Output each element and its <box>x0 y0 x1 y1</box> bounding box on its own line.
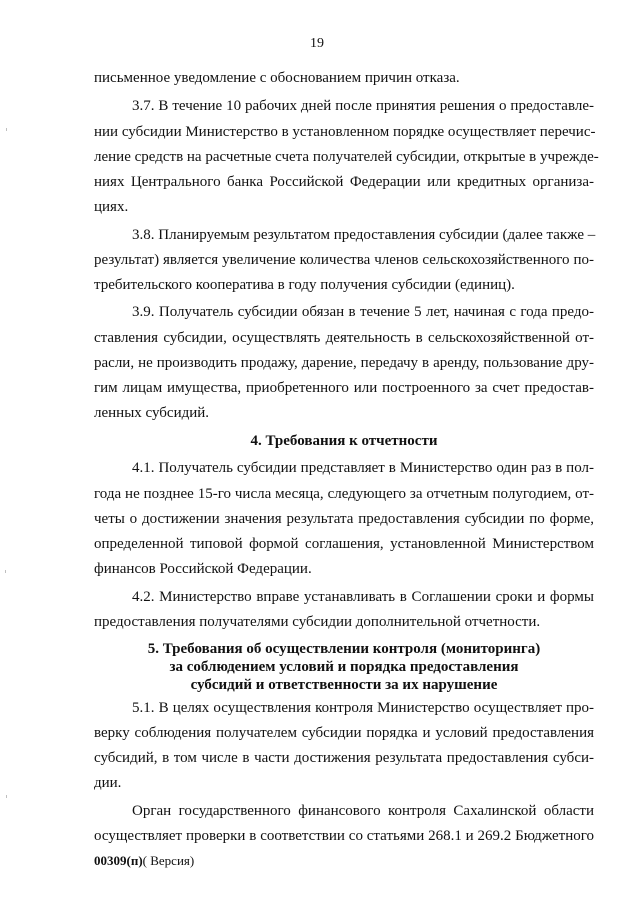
text-line: требительского кооператива в году получения субсидии (единиц). <box>94 277 515 293</box>
text-line: 3.9. Получатель субсидии обязан в течение 5 лет, начиная с года предо- <box>132 304 594 320</box>
text-line: года не позднее 15-го числа месяца, следующего за отчетным полугодием, от- <box>94 486 594 502</box>
section-heading: субсидий и ответственности за их нарушение <box>190 677 498 693</box>
text-line: гим лицам имущества, приобретенного или построенного за счет предостав- <box>94 380 594 396</box>
text-line: ление средств на расчетные счета получателей субсидии, открытые в учрежде- <box>94 149 599 165</box>
section-heading: за соблюдением условий и порядка предоставления <box>169 659 519 675</box>
text-line: письменное уведомление с обоснованием причин отказа. <box>94 70 460 86</box>
section-heading: 5. Требования об осуществлении контроля (мониторинга) <box>147 641 541 657</box>
text-line: 3.7. В течение 10 рабочих дней после принятия решения о предоставле- <box>132 98 594 114</box>
page-number: 19 <box>310 36 324 51</box>
document-code: 00309(п) <box>94 853 143 868</box>
text-line: нии субсидии Министерство в установленном порядке осуществляет перечис- <box>94 124 596 140</box>
text-line: 4.2. Министерство вправе устанавливать в Соглашении сроки и формы <box>132 589 594 605</box>
document-version: ( Версия) <box>142 853 195 868</box>
section-heading: 4. Требования к отчетности <box>250 433 438 449</box>
text-line: предоставления получателями субсидии дополнительной отчетности. <box>94 614 541 630</box>
footer-document-code <box>94 853 194 869</box>
text-line: субсидий, в том числе в части достижения результата предоставления субси- <box>94 750 594 766</box>
text-line: циях. <box>94 199 129 215</box>
scan-speck <box>6 795 7 798</box>
scan-speck <box>6 128 7 131</box>
text-line: ниях Центрального банка Российской Федерации или кредитных организа- <box>94 174 594 190</box>
text-line: 4.1. Получатель субсидии представляет в Министерство один раз в пол- <box>132 460 594 476</box>
text-line: определенной типовой формой соглашения, установленной Министерством <box>94 536 594 552</box>
text-line: ставления субсидии, осуществлять деятельность в сельскохозяйственной от- <box>94 330 594 346</box>
text-line: четы о достижении значения результата предоставления субсидии по форме, <box>94 511 594 527</box>
text-line: дии. <box>94 775 122 791</box>
scan-speck <box>5 570 6 573</box>
text-line: осуществляет проверки в соответствии со статьями 268.1 и 269.2 Бюджетного <box>94 828 594 844</box>
text-line: результат) является увеличение количества членов сельскохозяйственного по- <box>94 252 594 268</box>
text-line: 5.1. В целях осуществления контроля Министерство осуществляет про- <box>132 700 594 716</box>
text-line: верку соблюдения получателем субсидии порядка и условий предоставления <box>94 725 594 741</box>
text-line: 3.8. Планируемым результатом предоставления субсидии (далее также – <box>132 227 596 243</box>
text-line: Орган государственного финансового контроля Сахалинской области <box>132 803 594 819</box>
text-line: ленных субсидий. <box>94 405 210 421</box>
text-line: финансов Российской Федерации. <box>94 561 312 577</box>
text-line: расли, не производить продажу, дарение, передачу в аренду, пользование дру- <box>94 355 594 371</box>
